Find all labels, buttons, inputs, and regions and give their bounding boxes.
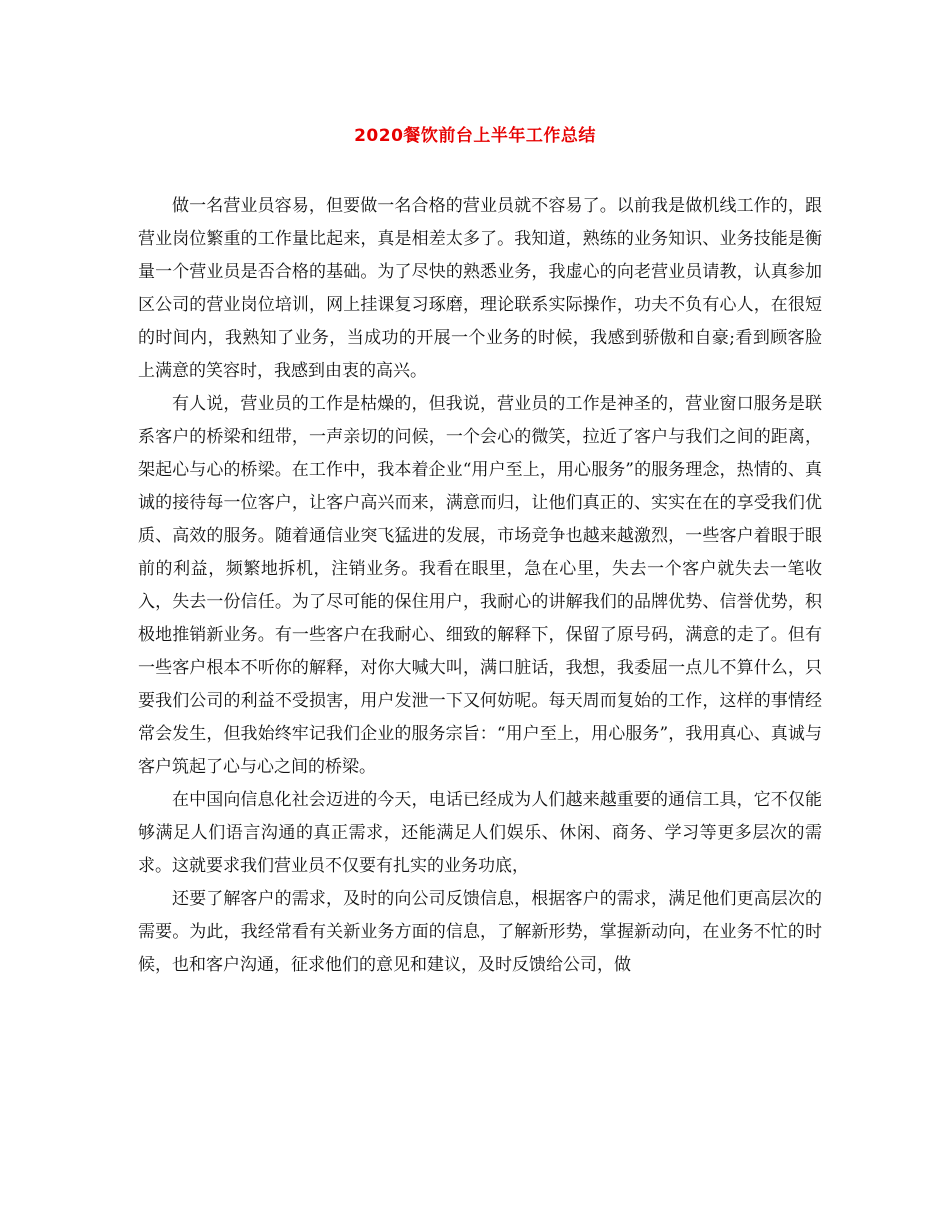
paragraph: 在中国向信息化社会迈进的今天，电话已经成为人们越来越重要的通信工具，它不仅能够满足人们语言沟通的真正需求，还能满足人们娱乐、休闲、商务、学习等更多层次的需求。这就要求我们营业员不仅要有扎实的业务功底， [138, 790, 822, 876]
document-title: 2020餐饮前台上半年工作总结 [354, 126, 596, 146]
document-body [138, 190, 822, 982]
paragraph: 有人说，营业员的工作是枯燥的，但我说，营业员的工作是神圣的，营业窗口服务是联系客户的桥梁和纽带，一声亲切的问候，一个会心的微笑，拉近了客户与我们之间的距离，架起心与心的桥梁。在工作中，我本着企业“用户至上，用心服务”的服务理念，热情的、真诚的接待每一位客户，让客户高兴而来，满意而归，让他们真正的、实实在在的享受我们优质、高效的服务。随着通信业突飞猛进的发展，市场竞争也越来越激烈，一些客户着眼于眼前的利益，频繁地拆机，注销业务。我看在眼里，急在心里，失去一个客户就失去一笔收入，失去一份信任。为了尽可能的保住用户，我耐心的讲解我们的品牌优势、信誉优势，积极地推销新业务。有一些客户在我耐心、细致的解释下，保留了原号码，满意的走了。但有一些客户根本不听你的解释，对你大喊大叫，满口脏话，我想，我委屈一点儿不算什么，只要我们公司的利益不受损害，用户发泄一下又何妨呢。每天周而复始的工作，这样的事情经常会发生，但我始终牢记我们企业的服务宗旨：“用户至上，用心服务”，我用真心、真诚与客户筑起了心与心之间的桥梁。 [138, 394, 822, 777]
paragraph: 做一名营业员容易，但要做一名合格的营业员就不容易了。以前我是做机线工作的，跟营业岗位繁重的工作量比起来，真是相差太多了。我知道，熟练的业务知识、业务技能是衡量一个营业员是否合格的基础。为了尽快的熟悉业务，我虚心的向老营业员请教，认真参加区公司的营业岗位培训，网上挂课复习琢磨，理论联系实际操作，功夫不负有心人，在很短的时间内，我熟知了业务，当成功的开展一个业务的时候，我感到骄傲和自豪;看到顾客脸上满意的笑容时，我感到由衷的高兴。 [138, 196, 822, 381]
paragraph: 还要了解客户的需求，及时的向公司反馈信息，根据客户的需求，满足他们更高层次的需要。为此，我经常看有关新业务方面的信息，了解新形势，掌握新动向，在业务不忙的时候，也和客户沟通，征求他们的意见和建议，及时反馈给公司，做 [138, 889, 822, 975]
